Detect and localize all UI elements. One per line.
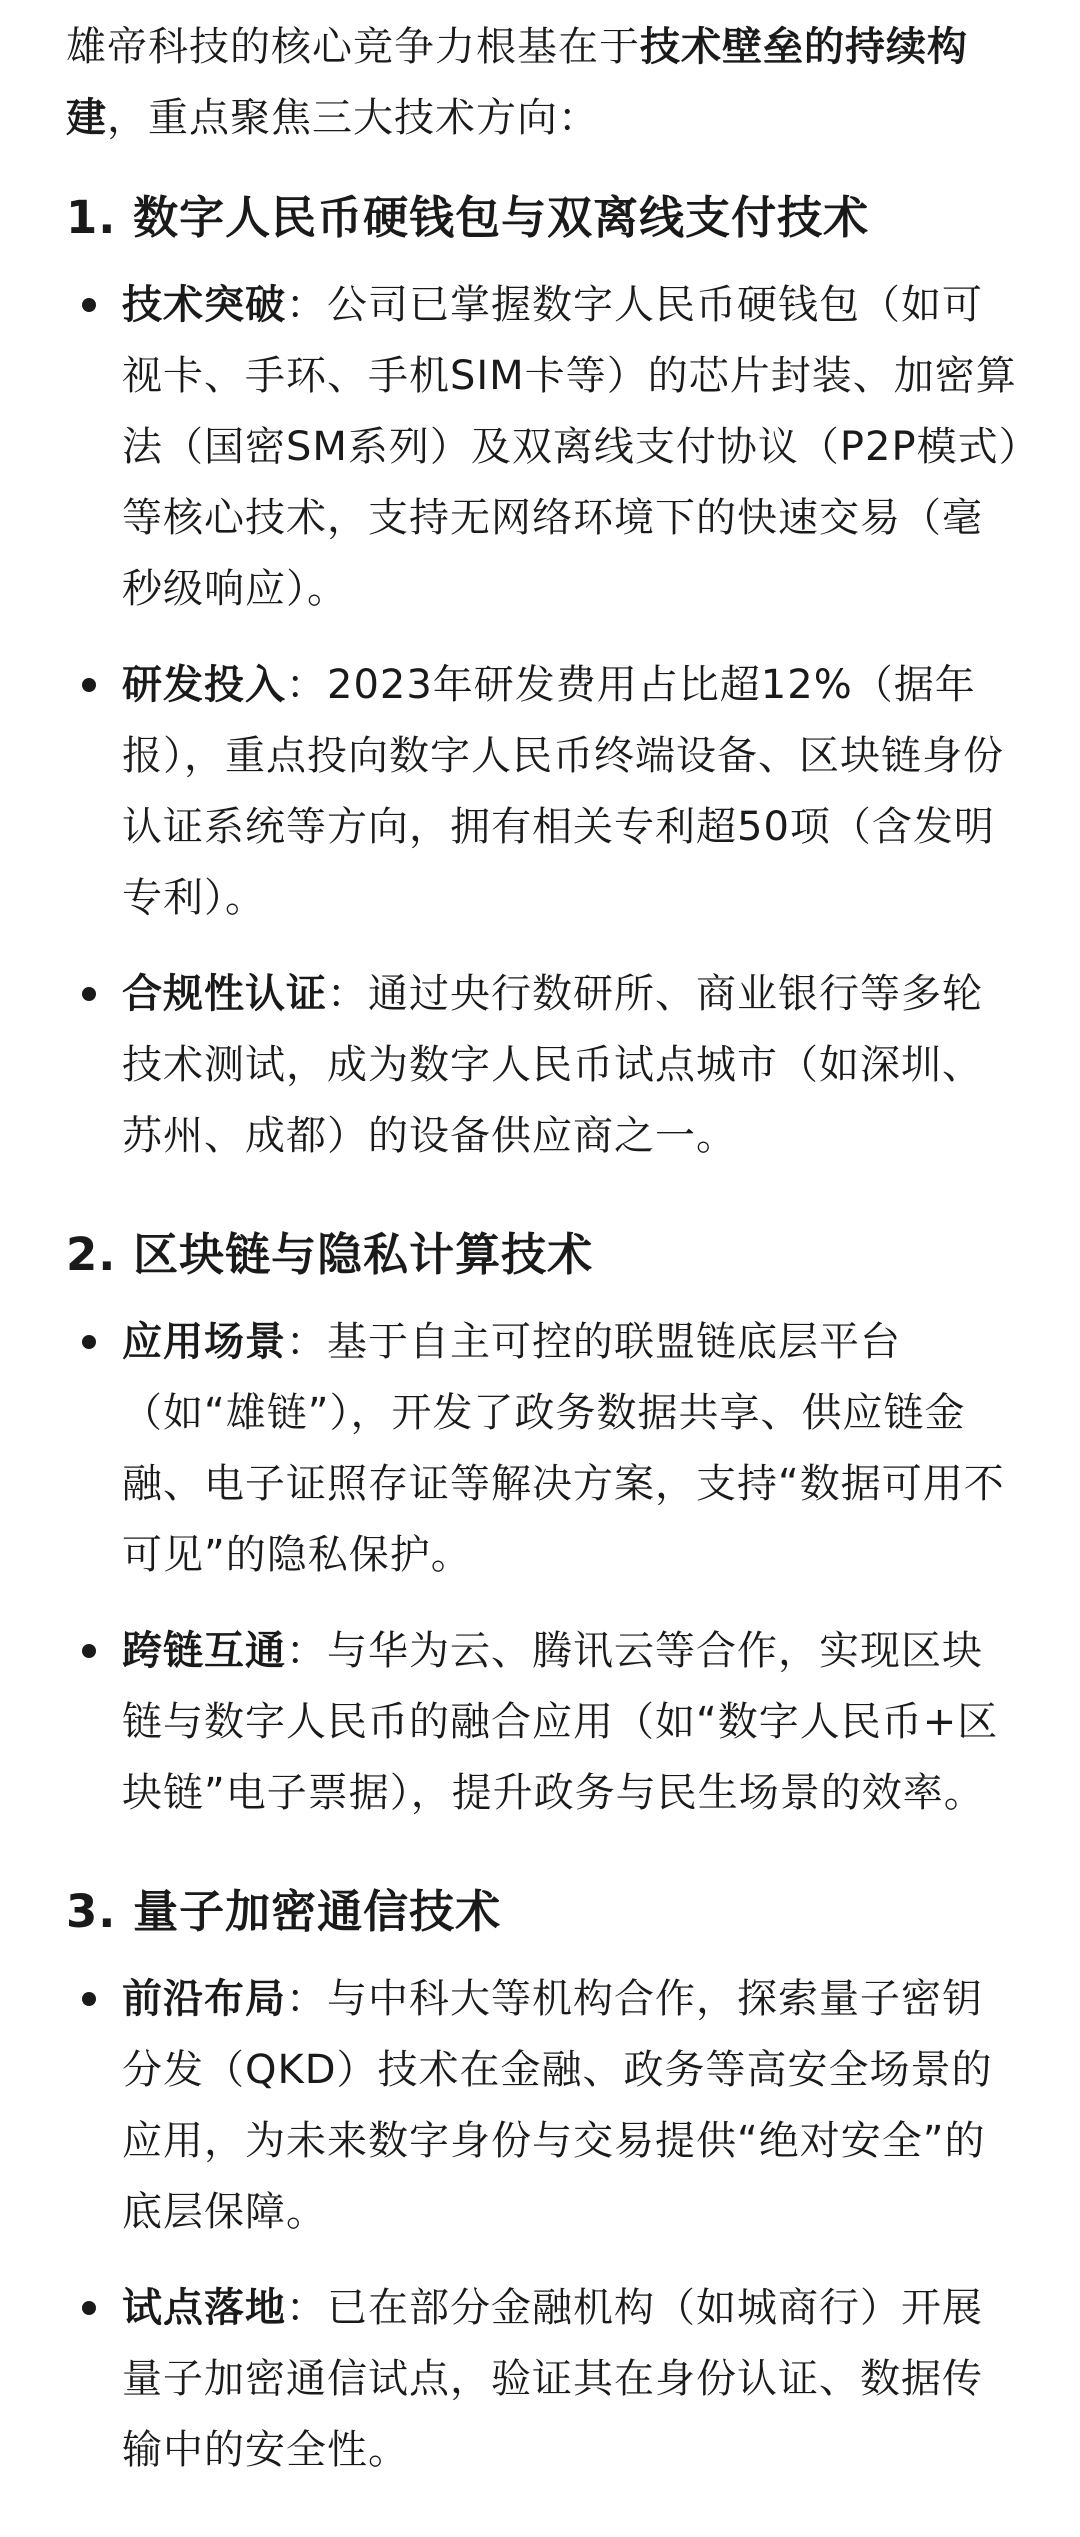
list-item bbox=[66, 1964, 1022, 2248]
section-2 bbox=[66, 1225, 1022, 1829]
section-3 bbox=[66, 1882, 1022, 2486]
item-label: 前沿布局 bbox=[122, 1976, 286, 2022]
bullet-list bbox=[66, 270, 1022, 1172]
list-item bbox=[66, 1307, 1022, 1591]
bullet-dot-icon bbox=[82, 1992, 96, 2006]
section-title: 1. 数字人民币硬钱包与双离线支付技术 bbox=[66, 191, 870, 244]
intro-text-before: 雄帝科技的核心竞争力根基在于 bbox=[66, 24, 640, 70]
item-text: ：基于自主可控的联盟链底层平台（如“雄链”），开发了政务数据共享、供应链金融、电子证照存证等解决方案，支持“数据可用不可见”的隐私保护。 bbox=[122, 1319, 1005, 1578]
section-1 bbox=[66, 188, 1022, 1172]
item-text: ：公司已掌握数字人民币硬钱包（如可视卡、手环、手机SIM卡等）的芯片封装、加密算法（国密SM系列）及双离线支付协议（P2P模式）等核心技术，支持无网络环境下的快速交易（毫秒级响应）。 bbox=[122, 282, 1020, 612]
item-text: ：与华为云、腾讯云等合作，实现区块链与数字人民币的融合应用（如“数字人民币+区块链”电子票据），提升政务与民生场景的效率。 bbox=[122, 1628, 999, 1816]
bullet-dot-icon bbox=[82, 987, 96, 1001]
intro-text-after: ，重点聚焦三大技术方向： bbox=[107, 95, 599, 141]
bullet-list bbox=[66, 1964, 1022, 2486]
list-item bbox=[66, 650, 1022, 934]
item-label: 研发投入 bbox=[122, 662, 286, 708]
bullet-dot-icon bbox=[82, 298, 96, 312]
section-title: 3. 量子加密通信技术 bbox=[66, 1885, 502, 1938]
section-title: 2. 区块链与隐私计算技术 bbox=[66, 1228, 594, 1281]
item-label: 应用场景 bbox=[122, 1319, 286, 1365]
item-label: 技术突破 bbox=[122, 282, 286, 328]
item-label: 试点落地 bbox=[122, 2285, 286, 2331]
item-text: ：已在部分金融机构（如城商行）开展量子加密通信试点，验证其在身份认证、数据传输中的安全性。 bbox=[122, 2285, 983, 2473]
item-text: ：2023年研发费用占比超12%（据年报），重点投向数字人民币终端设备、区块链身份认证系统等方向，拥有相关专利超50项（含发明专利）。 bbox=[122, 662, 1004, 921]
bullet-list bbox=[66, 1307, 1022, 1829]
intro-bold-text: 技术壁垒的持续构建 bbox=[66, 24, 968, 141]
bullet-dot-icon bbox=[82, 678, 96, 692]
list-item bbox=[66, 2273, 1022, 2486]
list-item bbox=[66, 270, 1022, 625]
list-item bbox=[66, 1616, 1022, 1829]
bullet-dot-icon bbox=[82, 2301, 96, 2315]
intro-paragraph bbox=[66, 12, 1022, 154]
item-label: 跨链互通 bbox=[122, 1628, 286, 1674]
list-item bbox=[66, 959, 1022, 1172]
bullet-dot-icon bbox=[82, 1335, 96, 1349]
item-label: 合规性认证 bbox=[122, 971, 327, 1017]
item-text: ：与中科大等机构合作，探索量子密钥分发（QKD）技术在金融、政务等高安全场景的应用，为未来数字身份与交易提供“绝对安全”的底层保障。 bbox=[122, 1976, 993, 2235]
bullet-dot-icon bbox=[82, 1644, 96, 1658]
item-text: ：通过央行数研所、商业银行等多轮技术测试，成为数字人民币试点城市（如深圳、苏州、成都）的设备供应商之一。 bbox=[122, 971, 983, 1159]
